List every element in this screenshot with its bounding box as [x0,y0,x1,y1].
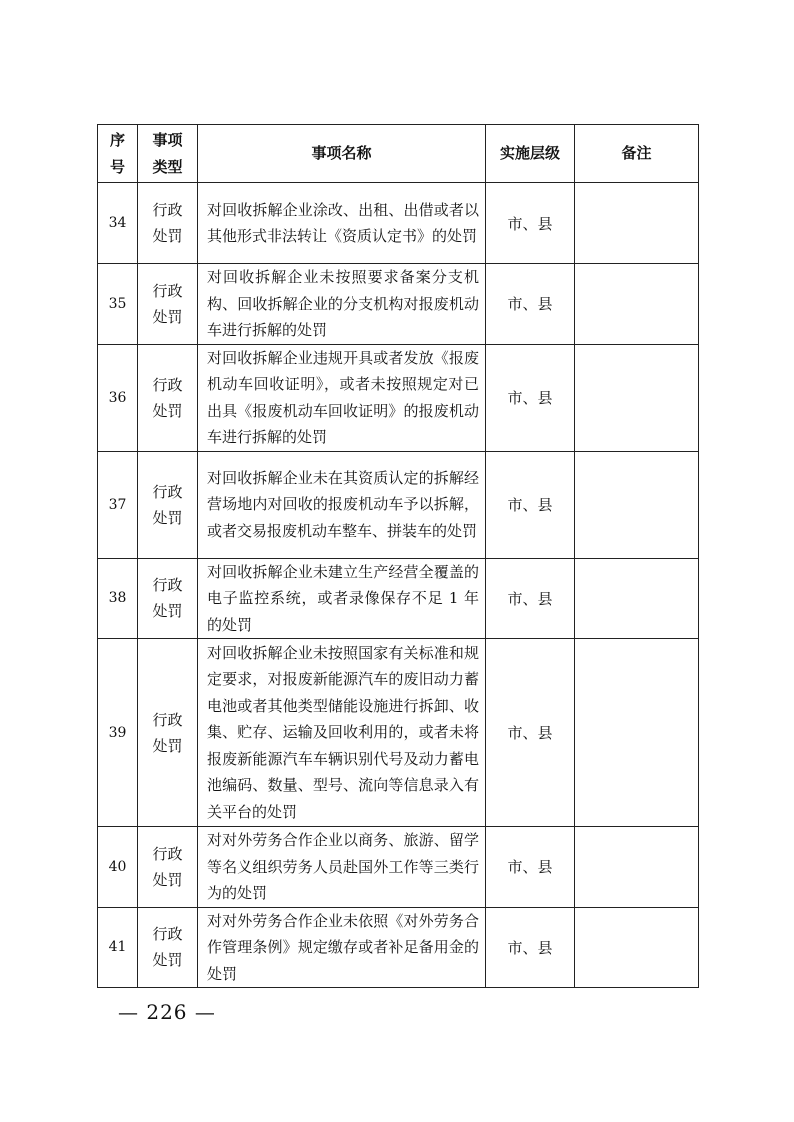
header-name: 事项名称 [198,125,486,183]
row-type-line: 行政 [152,844,183,863]
row-name: 对回收拆解企业涂改、出租、出借或者以其他形式非法转让《资质认定书》的处罚 [198,183,486,264]
row-level: 市、县 [486,183,575,264]
row-name: 对对外劳务合作企业以商务、旅游、留学等名义组织劳务人员赴国外工作等三类行为的处罚 [198,827,486,908]
row-level: 市、县 [486,558,575,639]
row-name: 对回收拆解企业未建立生产经营全覆盖的电子监控系统，或者录像保存不足 1 年的处罚 [198,558,486,639]
table-row [98,558,699,639]
row-type [138,907,198,988]
row-type-line: 行政 [152,201,183,219]
row-note [575,639,699,827]
row-seq: 38 [98,558,138,639]
row-seq: 39 [98,639,138,827]
row-name: 对回收拆解企业未按照要求备案分支机构、回收拆解企业的分支机构对报废机动车进行拆解的处罚 [198,264,486,345]
row-note [575,183,699,264]
row-type [138,639,198,827]
table-row [98,907,699,988]
row-type-line: 处罚 [152,736,183,755]
page-number: — 226 — [118,1000,216,1024]
row-seq: 37 [98,451,138,558]
row-seq: 34 [98,183,138,264]
row-note [575,451,699,558]
row-name: 对对外劳务合作企业未依照《对外劳务合作管理条例》规定缴存或者补足备用金的处罚 [198,907,486,988]
matters-table [97,124,699,988]
row-name: 对回收拆解企业未按照国家有关标准和规定要求，对报废新能源汽车的废旧动力蓄电池或者其他类型储能设施进行拆卸、收集、贮存、运输及回收利用的，或者未将报废新能源汽车车辆识别代号及动力蓄电池编码、数量、型号、流向等信息录入有关平台的处罚 [198,639,486,827]
row-seq: 35 [98,264,138,345]
row-type-line: 处罚 [152,227,183,245]
row-level: 市、县 [486,639,575,827]
header-type: 事项 类型 [138,125,198,183]
row-note [575,907,699,988]
row-level: 市、县 [486,344,575,451]
row-type-line: 行政 [152,482,183,501]
table-row [98,183,699,264]
row-seq: 41 [98,907,138,988]
row-type [138,558,198,639]
row-type-line: 处罚 [152,401,183,420]
table-row [98,264,699,345]
row-type-line: 行政 [152,281,183,300]
row-type-line: 行政 [152,925,183,944]
header-seq: 序 号 [98,125,138,183]
table-row [98,344,699,451]
header-level: 实施层级 [486,125,575,183]
row-name: 对回收拆解企业违规开具或者发放《报废机动车回收证明》，或者未按照规定对已出具《报废机动车回收证明》的报废机动车进行拆解的处罚 [198,344,486,451]
row-note [575,558,699,639]
row-type [138,264,198,345]
row-note [575,264,699,345]
row-type-line: 处罚 [152,508,183,527]
table-row [98,827,699,908]
row-seq: 36 [98,344,138,451]
row-type [138,344,198,451]
row-type [138,827,198,908]
table-row [98,451,699,558]
row-type-line: 行政 [152,375,183,394]
row-name: 对回收拆解企业未在其资质认定的拆解经营场地内对回收的报废机动车予以拆解，或者交易报废机动车整车、拼装车的处罚 [198,451,486,558]
row-level: 市、县 [486,264,575,345]
row-type-line: 处罚 [152,307,183,326]
row-level: 市、县 [486,907,575,988]
row-note [575,827,699,908]
row-type-line: 处罚 [152,951,183,970]
row-level: 市、县 [486,827,575,908]
row-note [575,344,699,451]
row-level: 市、县 [486,451,575,558]
row-type-line: 行政 [152,576,183,595]
table-header-row [98,125,699,183]
row-type-line: 处罚 [152,602,183,621]
header-note: 备注 [575,125,699,183]
row-type-line: 行政 [152,710,183,729]
row-type-line: 处罚 [152,870,183,889]
row-type [138,183,198,264]
row-seq: 40 [98,827,138,908]
table-row [98,639,699,827]
row-type [138,451,198,558]
